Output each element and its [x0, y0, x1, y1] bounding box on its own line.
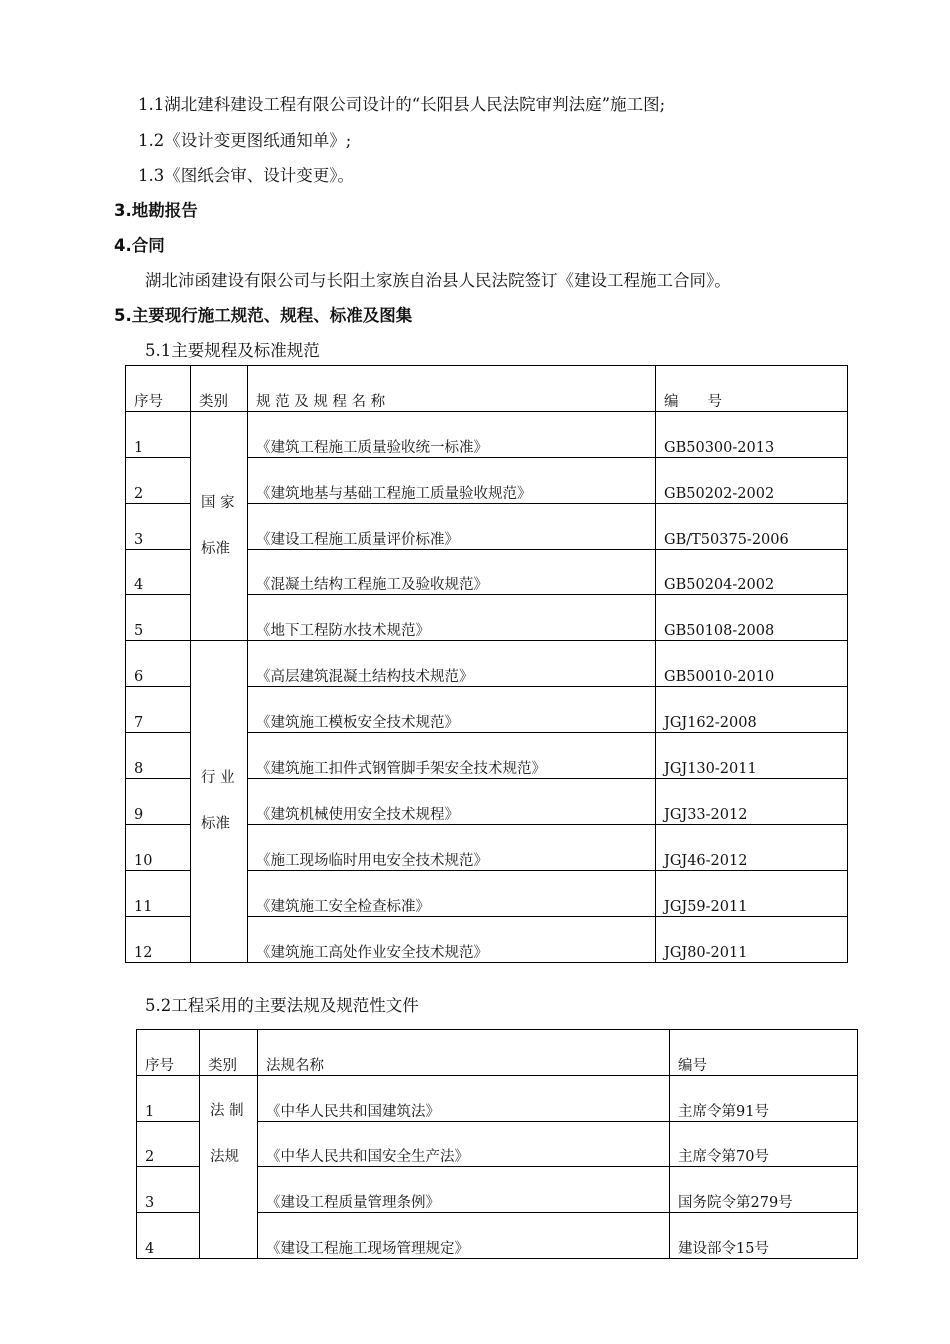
row-no: 9 [126, 779, 191, 825]
category-label: 法 制 [210, 1102, 244, 1119]
header-category: 类别 [191, 366, 248, 412]
intro-item-3: 1.3《图纸会审、设计变更》。 [138, 166, 354, 185]
row-no: 1 [126, 411, 191, 457]
standards-table [125, 365, 848, 963]
row-name: 《建筑施工高处作业安全技术规范》 [248, 916, 656, 962]
regulations-table [136, 1029, 858, 1259]
row-name: 《混凝土结构工程施工及验收规范》 [248, 549, 656, 595]
row-name: 《建设工程质量管理条例》 [258, 1167, 670, 1213]
header-category: 类别 [200, 1030, 258, 1076]
table-header-row [137, 1030, 858, 1076]
row-no: 5 [126, 595, 191, 641]
row-name: 《高层建筑混凝土结构技术规范》 [248, 641, 656, 687]
row-name: 《建筑施工模板安全技术规范》 [248, 687, 656, 733]
row-name: 《中华人民共和国安全生产法》 [258, 1121, 670, 1167]
row-code: GB50204-2002 [656, 549, 848, 595]
header-name: 规 范 及 规 程 名 称 [248, 366, 656, 412]
row-code: JGJ33-2012 [656, 779, 848, 825]
category-industry [191, 641, 248, 962]
row-no: 4 [126, 549, 191, 595]
row-name: 《中华人民共和国建筑法》 [258, 1075, 670, 1121]
row-no: 12 [126, 916, 191, 962]
row-name: 《建设工程施工质量评价标准》 [248, 503, 656, 549]
row-code: JGJ130-2011 [656, 733, 848, 779]
row-name: 《地下工程防水技术规范》 [248, 595, 656, 641]
row-no: 2 [126, 457, 191, 503]
row-no: 4 [137, 1213, 200, 1259]
row-name: 《建设工程施工现场管理规定》 [258, 1213, 670, 1259]
category-national [191, 411, 248, 640]
category-label: 标准 [201, 541, 230, 558]
table-row [126, 411, 848, 457]
category-label: 标准 [201, 816, 230, 833]
table-header-row [126, 366, 848, 412]
table1-caption: 5.1主要规程及标准规范 [145, 341, 320, 360]
table-row [137, 1075, 858, 1121]
category-label: 行 业 [201, 770, 235, 787]
row-no: 11 [126, 870, 191, 916]
row-no: 1 [137, 1075, 200, 1121]
category-law [200, 1075, 258, 1258]
row-code: JGJ162-2008 [656, 687, 848, 733]
row-code: GB/T50375-2006 [656, 503, 848, 549]
row-name: 《建筑工程施工质量验收统一标准》 [248, 411, 656, 457]
row-no: 8 [126, 733, 191, 779]
header-code: 编号 [670, 1030, 858, 1076]
row-no: 3 [126, 503, 191, 549]
row-no: 10 [126, 824, 191, 870]
row-name: 《施工现场临时用电安全技术规范》 [248, 824, 656, 870]
row-code: 建设部令15号 [670, 1213, 858, 1259]
row-code: GB50108-2008 [656, 595, 848, 641]
row-no: 6 [126, 641, 191, 687]
row-code: JGJ80-2011 [656, 916, 848, 962]
table-row [126, 641, 848, 687]
header-no: 序号 [137, 1030, 200, 1076]
section-3-heading: 3.地勘报告 [114, 201, 198, 220]
row-no: 7 [126, 687, 191, 733]
row-code: GB50202-2002 [656, 457, 848, 503]
row-name: 《建筑地基与基础工程施工质量验收规范》 [248, 457, 656, 503]
row-no: 2 [137, 1121, 200, 1167]
section-5-heading: 5.主要现行施工规范、规程、标准及图集 [114, 306, 413, 325]
category-label: 法规 [210, 1148, 239, 1165]
intro-item-2: 1.2《设计变更图纸通知单》; [138, 131, 352, 150]
intro-item-1: 1.1湖北建科建设工程有限公司设计的“长阳县人民法院审判法庭”施工图; [138, 95, 666, 114]
header-no: 序号 [126, 366, 191, 412]
row-name: 《建筑施工安全检查标准》 [248, 870, 656, 916]
row-code: 主席令第91号 [670, 1075, 858, 1121]
row-code: 国务院令第279号 [670, 1167, 858, 1213]
section-4-heading: 4.合同 [114, 236, 165, 255]
row-code: GB50300-2013 [656, 411, 848, 457]
row-code: JGJ46-2012 [656, 824, 848, 870]
row-code: 主席令第70号 [670, 1121, 858, 1167]
row-name: 《建筑施工扣件式钢管脚手架安全技术规范》 [248, 733, 656, 779]
row-code: GB50010-2010 [656, 641, 848, 687]
header-code: 编 号 [656, 366, 848, 412]
category-label: 国 家 [201, 495, 235, 512]
row-name: 《建筑机械使用安全技术规程》 [248, 779, 656, 825]
row-code: JGJ59-2011 [656, 870, 848, 916]
table2-caption: 5.2工程采用的主要法规及规范性文件 [145, 996, 419, 1015]
contract-text: 湖北沛函建设有限公司与长阳土家族自治县人民法院签订《建设工程施工合同》。 [145, 271, 731, 290]
row-no: 3 [137, 1167, 200, 1213]
header-name: 法规名称 [258, 1030, 670, 1076]
